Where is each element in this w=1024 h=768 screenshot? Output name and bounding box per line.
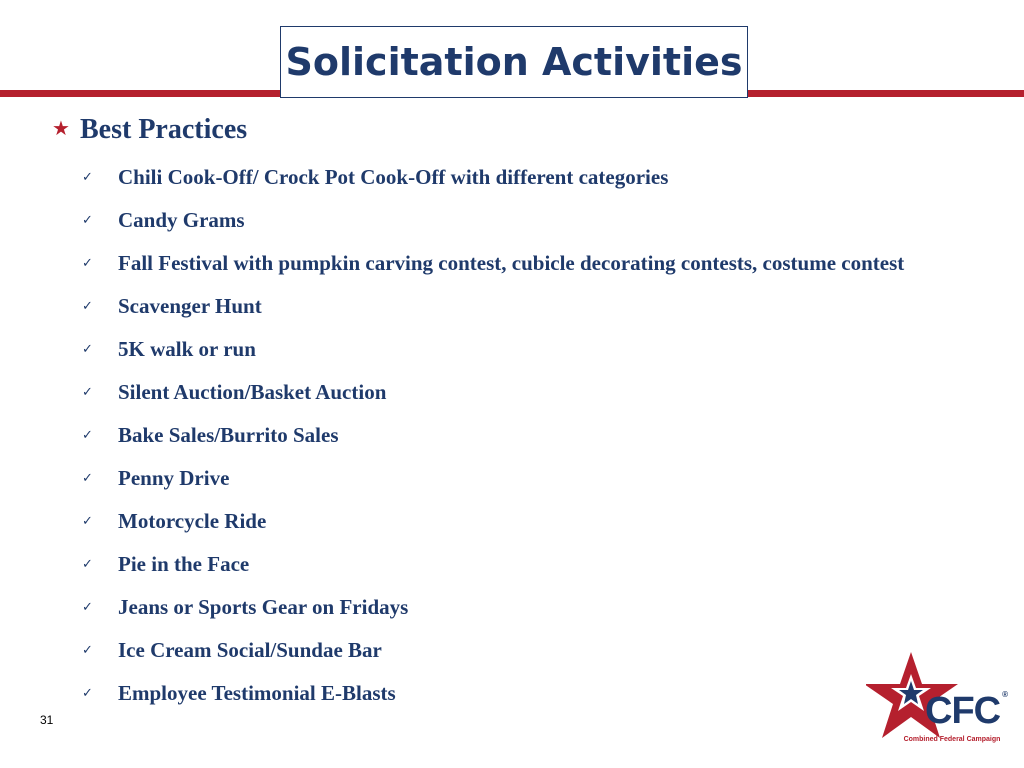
list-item-text: Candy Grams [118,208,245,232]
list-item-text: Bake Sales/Burrito Sales [118,423,339,447]
list-item [82,249,962,278]
checkmark-icon: ✓ [82,600,93,615]
list-item [82,163,962,192]
checkmark-icon: ✓ [82,385,93,400]
list-item [82,464,962,493]
list-item-text: Fall Festival with pumpkin carving contest, cubicle decorating contests, costume contest [118,251,905,275]
list-item [82,593,962,622]
star-icon: ★ [52,118,70,140]
list-item-text: Chili Cook-Off/ Crock Pot Cook-Off with different categories [118,165,669,189]
list-item-text: Motorcycle Ride [118,509,267,533]
list-item [82,378,962,407]
checkmark-icon: ✓ [82,342,93,357]
list-item [82,636,962,665]
list-item [82,421,962,450]
list-item-text: Silent Auction/Basket Auction [118,380,387,404]
list-item-text: Pie in the Face [118,552,250,576]
list-item [82,292,962,321]
cfc-logo [866,650,1008,750]
checkmark-icon: ✓ [82,299,93,314]
title-box [280,26,748,98]
list-item-text: 5K walk or run [118,337,256,361]
list-item [82,679,962,708]
list-item [82,507,962,536]
checkmark-icon: ✓ [82,471,93,486]
checkmark-icon: ✓ [82,213,93,228]
page-number: 31 [40,713,54,727]
list-item-text: Ice Cream Social/Sundae Bar [118,638,382,662]
checkmark-icon: ✓ [82,686,93,701]
section-title: Best Practices [80,114,248,145]
cfc-wordmark: CFC ® [925,690,1008,732]
list-item-text: Employee Testimonial E-Blasts [118,681,396,705]
section-heading [52,114,247,146]
checkmark-icon: ✓ [82,428,93,443]
checkmark-icon: ✓ [82,170,93,185]
list-item [82,335,962,364]
list-item-text: Penny Drive [118,466,230,490]
best-practices-list [82,163,962,722]
list-item [82,550,962,579]
logo-tagline: Combined Federal Campaign [903,736,1001,743]
checkmark-icon: ✓ [82,256,93,271]
list-item-text: Jeans or Sports Gear on Fridays [118,595,409,619]
checkmark-icon: ✓ [82,643,93,658]
checkmark-icon: ✓ [82,514,93,529]
slide-title: Solicitation Activities [285,40,743,84]
list-item-text: Scavenger Hunt [118,294,262,318]
list-item [82,206,962,235]
checkmark-icon: ✓ [82,557,93,572]
